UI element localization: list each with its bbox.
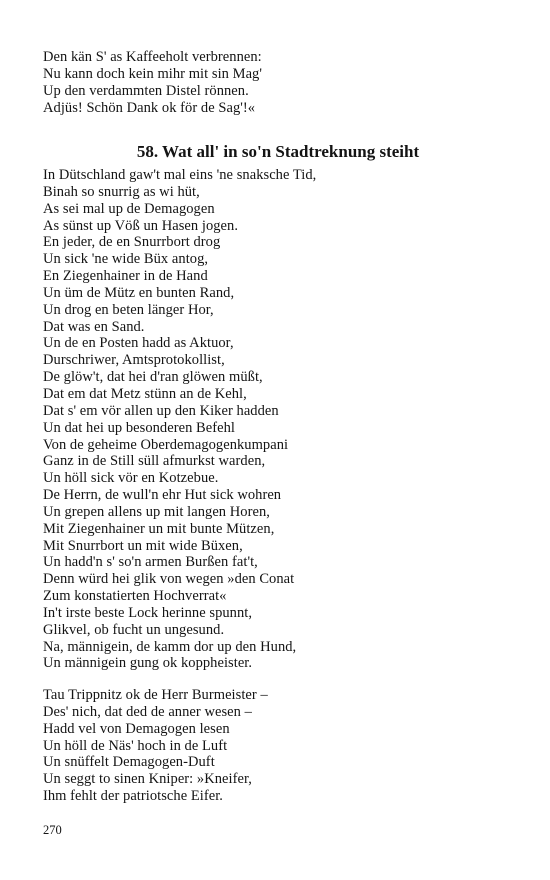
verse-line: En Ziegenhainer in de Hand bbox=[43, 268, 208, 285]
verse-line: Un dat hei up besonderen Befehl bbox=[43, 419, 236, 436]
stanza-top bbox=[43, 49, 262, 116]
page-number: 270 bbox=[43, 823, 62, 837]
verse-line: In't irste beste Lock herinne spunnt, bbox=[43, 604, 253, 621]
verse-line: Den kän S' as Kaffeeholt verbrennen: bbox=[43, 49, 262, 65]
verse-line: Un üm de Mütz en bunten Rand, bbox=[43, 284, 235, 301]
verse-line: Un drog en beten länger Hor, bbox=[43, 301, 214, 318]
verse-line: Un snüffelt Demagogen-Duft bbox=[43, 754, 215, 771]
verse-line: Up den verdammten Distel rönnen. bbox=[43, 82, 249, 99]
stanza-end bbox=[43, 687, 268, 805]
verse-line: Un de en Posten hadd as Aktuor, bbox=[43, 335, 234, 352]
verse-line: Na, männigein, de kamm dor up den Hund, bbox=[43, 638, 297, 655]
stanza-main bbox=[43, 167, 316, 672]
verse-line: Dat was en Sand. bbox=[43, 318, 145, 335]
verse-line: Dat s' em vör allen up den Kiker hadden bbox=[43, 402, 279, 419]
verse-line: Un höll de Näs' hoch in de Luft bbox=[43, 737, 228, 754]
verse-line: Mit Snurrbort un mit wide Büxen, bbox=[43, 537, 243, 554]
verse-line: As sei mal up de Demagogen bbox=[43, 200, 215, 217]
verse-line: Un sick 'ne wide Büx antog, bbox=[43, 251, 209, 268]
verse-line: Nu kann doch kein mihr mit sin Mag' bbox=[43, 65, 263, 82]
verse-line: De glöw't, dat hei d'ran glöwen müßt, bbox=[43, 369, 263, 386]
verse-line: As sünst up Vöß un Hasen jogen. bbox=[43, 217, 239, 234]
verse-line: En jeder, de en Snurrbort drog bbox=[43, 234, 221, 251]
verse-line: De Herrn, de wull'n ehr Hut sick wohren bbox=[43, 487, 282, 504]
verse-line: Ganz in de Still süll afmurkst warden, bbox=[43, 453, 266, 470]
verse-line: Durschriwer, Amtsprotokollist, bbox=[43, 352, 225, 369]
verse-line: Des' nich, dat ded de anner wesen – bbox=[43, 703, 252, 720]
verse-line: Zum konstatierten Hochverrat« bbox=[43, 588, 227, 605]
verse-line: Un seggt to sinen Kniper: »Kneifer, bbox=[43, 771, 252, 788]
verse-line: In Dütschland gaw't mal eins 'ne snaksche Tid, bbox=[43, 167, 317, 183]
verse-line: Von de geheime Oberdemagogenkumpani bbox=[43, 436, 289, 453]
verse-line: Un grepen allens up mit langen Horen, bbox=[43, 503, 270, 520]
verse-line: Un hadd'n s' so'n armen Burßen fat't, bbox=[43, 554, 258, 571]
verse-line: Adjüs! Schön Dank ok för de Sag'!« bbox=[43, 99, 256, 116]
verse-line: Dat em dat Metz stünn an de Kehl, bbox=[43, 385, 247, 402]
verse-line: Mit Ziegenhainer un mit bunte Mützen, bbox=[43, 520, 275, 537]
verse-line: Denn würd hei glik von wegen »den Conat bbox=[43, 571, 295, 588]
verse-line: Un männigein gung ok koppheister. bbox=[43, 655, 253, 672]
poem-title: 58. Wat all' in so'n Stadtreknung steiht bbox=[136, 142, 420, 161]
verse-line: Ihm fehlt der patriotsche Eifer. bbox=[43, 788, 223, 805]
verse-line: Glikvel, ob fucht un ungesund. bbox=[43, 621, 225, 638]
verse-line: Binah so snurrig as wi hüt, bbox=[43, 183, 200, 200]
verse-line: Un höll sick vör en Kotzebue. bbox=[43, 470, 219, 487]
verse-line: Tau Trippnitz ok de Herr Burmeister – bbox=[43, 687, 268, 703]
verse-line: Hadd vel von Demagogen lesen bbox=[43, 720, 230, 737]
